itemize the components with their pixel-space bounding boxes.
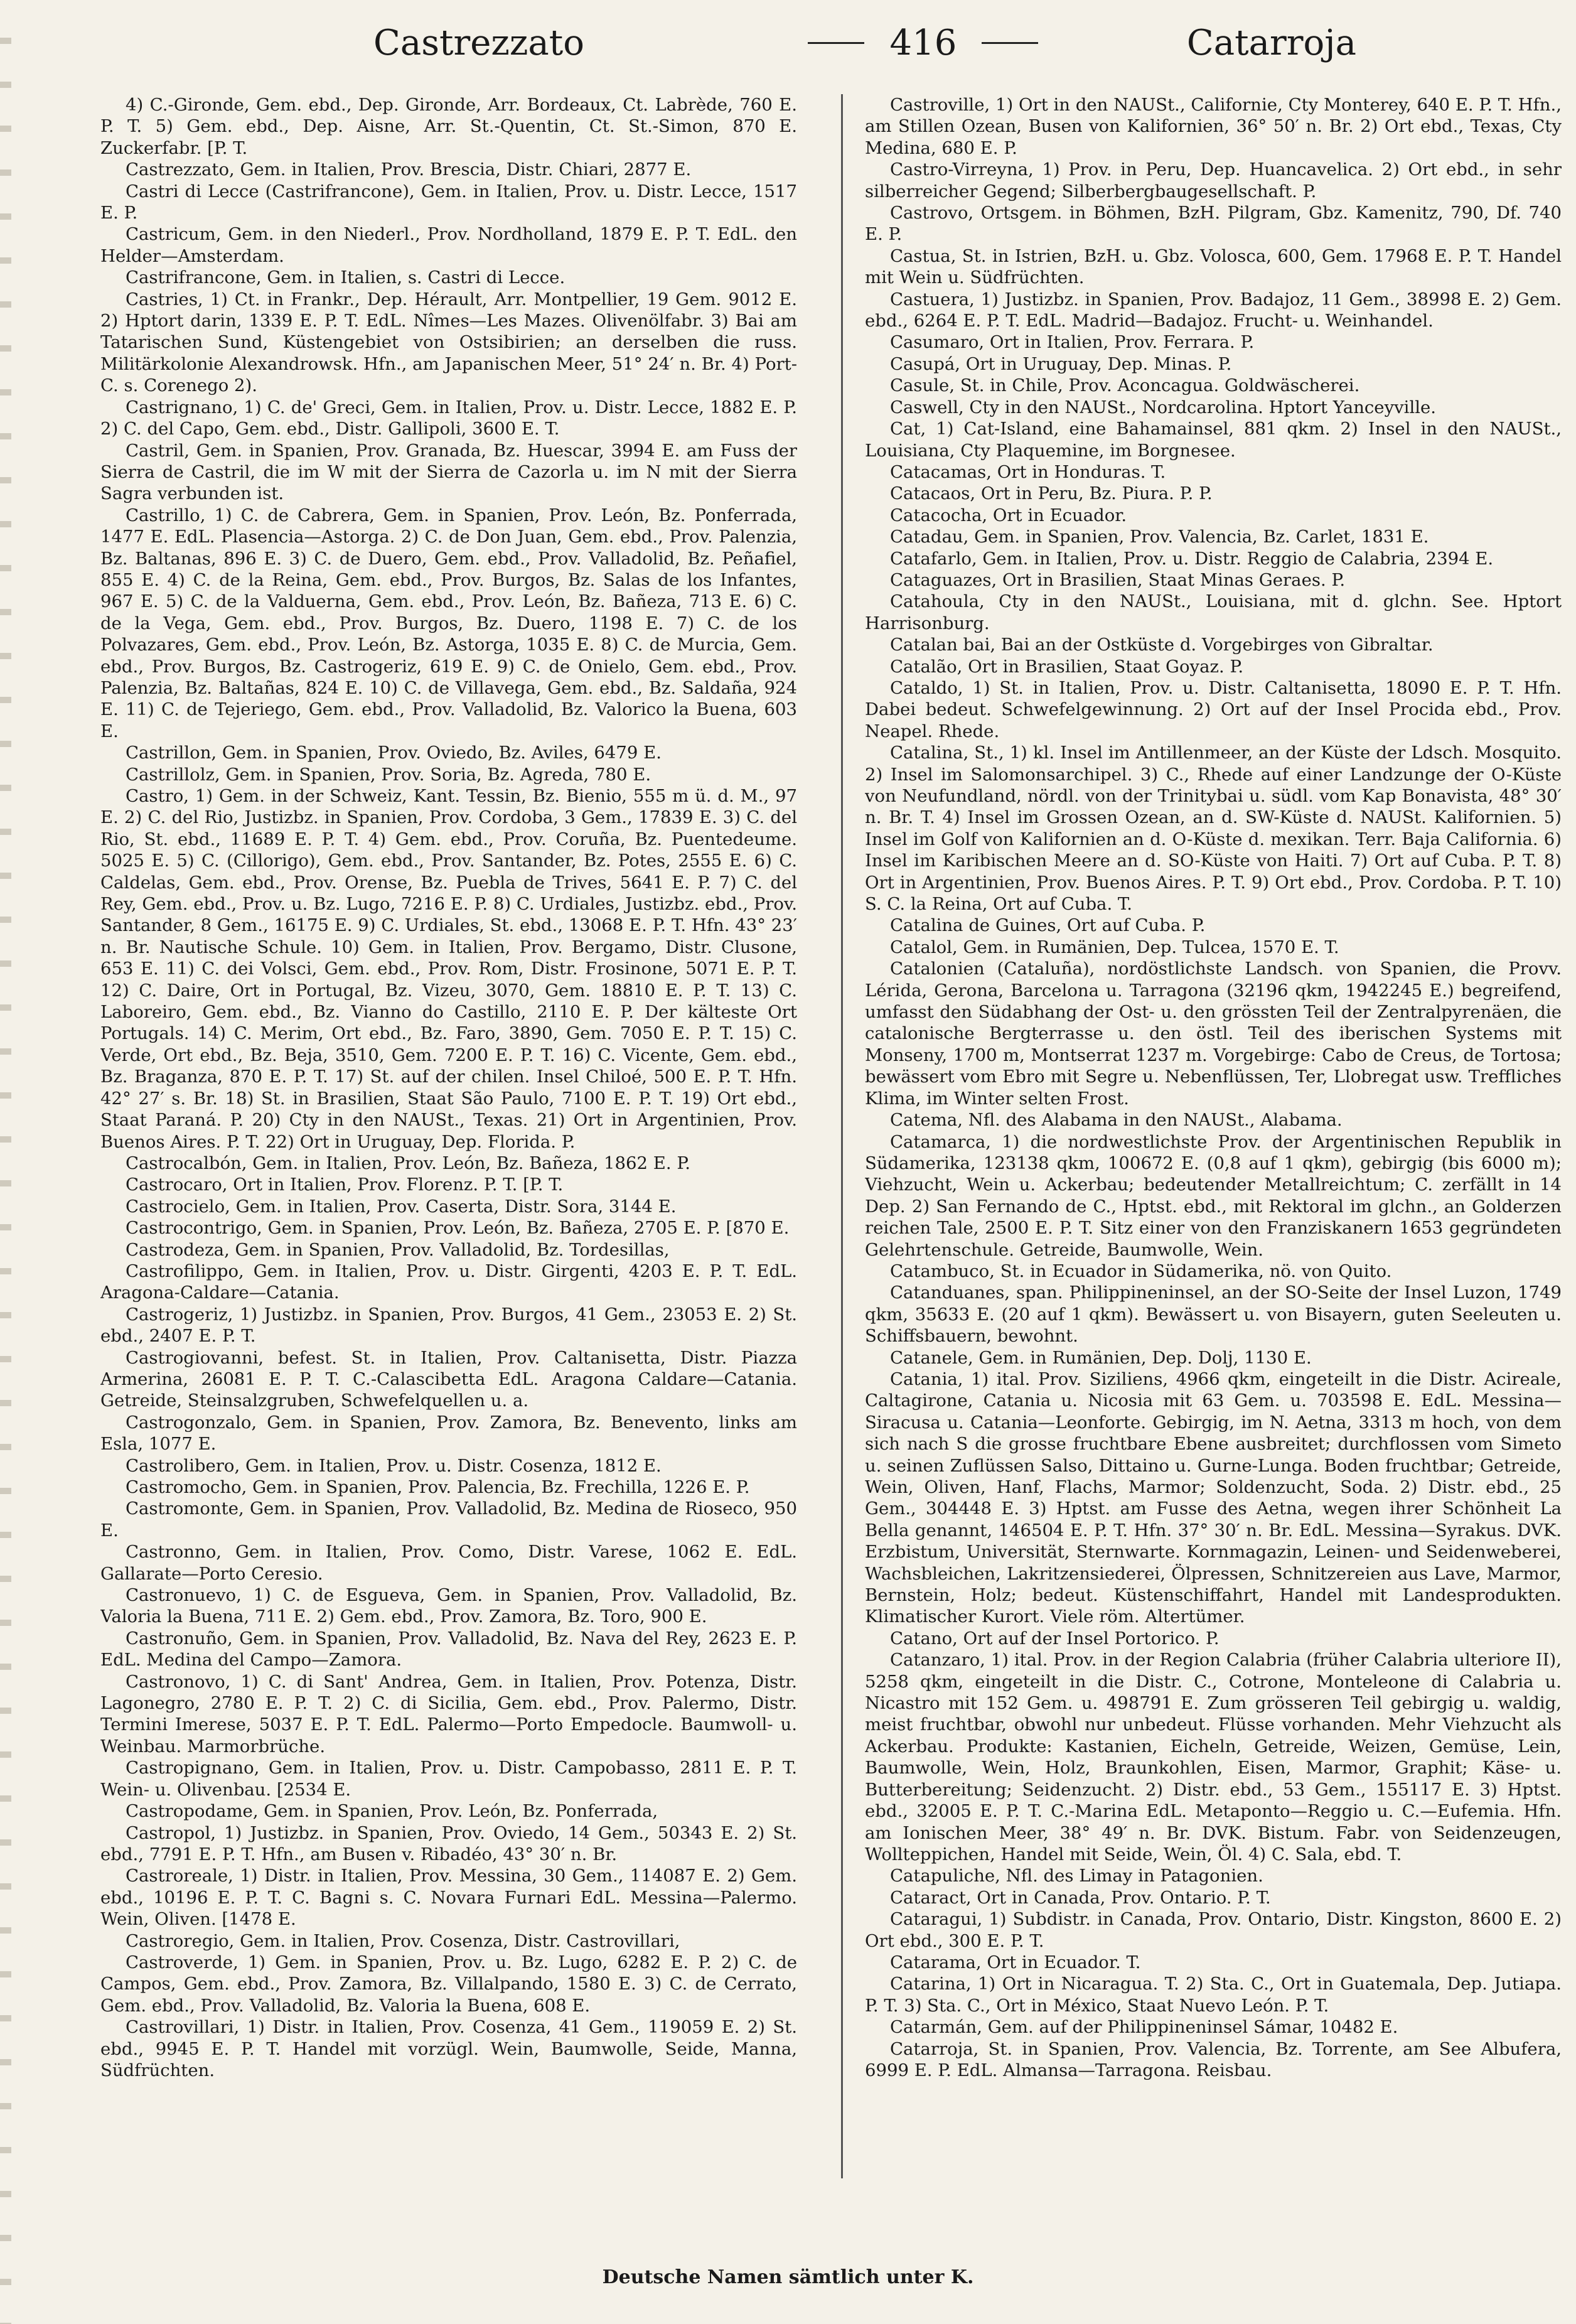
dictionary-entry: Castropodame, Gem. in Spanien, Prov. León, Bz. Ponferrada, (126, 1801, 658, 1822)
dictionary-entry: Castro, 1) Gem. in der Schweiz, Kant. Tessin, Bz. Bienio, 555 m ü. d. M., 97 E. 2) C. del Rio, Justizbz. in Spanien, Prov. Cordoba, 3 Gem., 17839 E. 3) C. del Rio, St. ebd., 11689 E. P. T. 4) Gem. ebd., Prov. Coruña, Bz. Puentedeume. 5025 E. 5) C. (Cillorigo), Gem. ebd., Prov. Santander, Bz. Potes, 2555 E. 6) C. Caldelas, Gem. ebd., Prov. Orense, Bz. Puebla de Trives, 5641 E. P. 7) C. del Rey, Gem. ebd., Prov. u. Bz. Lugo, 7216 E. P. 8) C. Urdiales, Justizbz. ebd., Prov. Santander, 8 Gem., 16175 E. 9) C. Urdiales, St. ebd., 13068 E. P. T. Hfn. 43° 23′ n. Br. Nautische Schule. 10) Gem. in Italien, Prov. Bergamo, Distr. Clusone, 653 E. 11) C. dei Volsci, Gem. ebd., Prov. Rom, Distr. Frosinone, 5071 E. P. T. 12) C. Daire, Ort in Portugal, Bz. Vizeu, 3070, Gem. 18810 E. P. T. 13) C. Laboreiro, Gem. ebd., Bz. Vianno do Castillo, 2110 E. P. Der kälteste Ort Portugals. 14) C. Merim, Ort ebd., Bz. Faro, 3890, Gem. 7050 E. P. T. 15) C. Verde, Ort ebd., Bz. Beja, 3510, Gem. 7200 E. P. T. 16) C. Vicente, Gem. ebd., Bz. Braganza, 870 E. P. T. 17) St. auf der chilen. Insel Chiloé, 500 E. P. T. Hfn. 42° 27′ s. Br. 18) St. in Brasilien, Staat São Paulo, 7100 E. P. T. 19) Ort ebd., Staat Paraná. P. 20) Cty in den NAUSt., Texas. 21) Ort in Argentinien, Prov. Buenos Aires. P. T. 22) Ort in Uruguay, Dep. Florida. P. (100, 786, 797, 1152)
binding-edge (0, 0, 11, 2324)
dictionary-entry: Castrofilippo, Gem. in Italien, Prov. u. Distr. Girgenti, 4203 E. P. T. EdL. Aragona-Caldare—Catania. (100, 1261, 797, 1303)
dictionary-entry: Castuera, 1) Justizbz. in Spanien, Prov. Badajoz, 11 Gem., 38998 E. 2) Gem. ebd., 6264 E. P. T. EdL. Madrid—Badajoz. Frucht- u. Weinhandel. (865, 289, 1562, 331)
dictionary-entry: Castronuevo, 1) C. de Esgueva, Gem. in Spanien, Prov. Valladolid, Bz. Valoria la Buena, 711 E. 2) Gem. ebd., Prov. Zamora, Bz. Toro, 900 E. (100, 1585, 797, 1627)
dictionary-entry: Castrocontrigo, Gem. in Spanien, Prov. León, Bz. Bañeza, 2705 E. P. [870 E. (126, 1218, 790, 1239)
dictionary-entry: Castrignano, 1) C. de' Greci, Gem. in Italien, Prov. u. Distr. Lecce, 1882 E. P. 2) C. del Capo, Gem. ebd., Distr. Gallipoli, 3600 E. T. (100, 397, 797, 439)
header-dash-left (808, 42, 864, 44)
dictionary-entry: Catanzaro, 1) ital. Prov. in der Region Calabria (früher Calabria ulteriore II), 5258 qkm, eingeteilt in die Distr. C., Cotrone, Monteleone di Calabria u. Nicastro mit 152 Gem. u. 498791 E. Zum grösseren Teil gebirgig u. waldig, meist fruchtbar, obwohl nur unbedeut. Flüsse vorhanden. Mehr Viehzucht als Ackerbau. Produkte: Kastanien, Eicheln, Getreide, Weizen, Gemüse, Lein, Baumwolle, Wein, Holz, Braunkohlen, Eisen, Marmor, Graphit; Käse- u. Butterbereitung; Seidenzucht. 2) Distr. ebd., 53 Gem., 155117 E. 3) Hptst. ebd., 32005 E. P. T. C.-Marina EdL. Metaponto—Reggio u. C.—Eufemia. Hfn. am Ionischen Meer, 38° 49′ n. Br. DVK. Bistum. Fabr. von Seidenzeugen, Wollteppichen, Handel mit Seide, Wein, Öl. 4) C. Sala, ebd. T. (865, 1650, 1562, 1864)
dictionary-entry: Catalina de Guines, Ort auf Cuba. P. (890, 915, 1206, 936)
left-column (100, 94, 797, 2185)
dictionary-entry: Cataragui, 1) Subdistr. in Canada, Prov. Ontario, Distr. Kingston, 8600 E. 2) Ort ebd., 300 E. P. T. (865, 1909, 1562, 1951)
dictionary-entry: Catahoula, Cty in den NAUSt., Louisiana, mit d. glchn. See. Hptort Harrisonburg. (865, 591, 1562, 633)
dictionary-entry: Cataldo, 1) St. in Italien, Prov. u. Distr. Caltanisetta, 18090 E. P. T. Hfn. Dabei bedeut. Schwefelgewinnung. 2) Ort auf der Insel Procida ebd., Prov. Neapel. Rhede. (865, 677, 1562, 741)
dictionary-entry: Castroville, 1) Ort in den NAUSt., Californie, Cty Monterey, 640 E. P. T. Hfn., am Stillen Ozean, Busen von Kalifornien, 36° 50′ n. Br. 2) Ort ebd., Texas, Cty Medina, 680 E. P. (865, 95, 1562, 158)
dictionary-entry: Catarama, Ort in Ecuador. T. (890, 1952, 1141, 1972)
header-last-entry: Catarroja (1186, 22, 1356, 63)
dictionary-entry: Catalol, Gem. in Rumänien, Dep. Tulcea, 1570 E. T. (890, 937, 1339, 957)
dictionary-entry: Castroreale, 1) Distr. in Italien, Prov. Messina, 30 Gem., 114087 E. 2) Gem. ebd., 10196 E. P. T. C. Bagni s. C. Novara Furnari EdL. Messina—Palermo. Wein, Oliven. [1478 E. (100, 1866, 797, 1930)
dictionary-entry: Castronno, Gem. in Italien, Prov. Como, Distr. Varese, 1062 E. EdL. Gallarate—Porto Ceresio. (100, 1542, 797, 1584)
dictionary-entry: Catarina, 1) Ort in Nicaragua. T. 2) Sta. C., Ort in Guatemala, Dep. Jutiapa. P. T. 3) Sta. C., Ort in México, Staat Nuevo León. P. T. (865, 1974, 1562, 2016)
dictionary-entry: Castua, St. in Istrien, BzH. u. Gbz. Volosca, 600, Gem. 17968 E. P. T. Handel mit Wein u. Südfrüchten. (865, 245, 1562, 288)
dictionary-entry: Catapuliche, Nfl. des Limay in Patagonien. (890, 1866, 1263, 1886)
dictionary-entry: Castrillolz, Gem. in Spanien, Prov. Soria, Bz. Agreda, 780 E. (126, 764, 651, 785)
dictionary-entry: Catarmán, Gem. auf der Philippineninsel Sámar, 10482 E. (890, 2017, 1398, 2038)
dictionary-entry: Casule, St. in Chile, Prov. Aconcagua. Goldwäscherei. (890, 375, 1360, 396)
dictionary-entry: Castrezzato, Gem. in Italien, Prov. Brescia, Distr. Chiari, 2877 E. (126, 159, 692, 180)
dictionary-entry: Castronovo, 1) C. di Sant' Andrea, Gem. in Italien, Prov. Potenza, Distr. Lagonegro, 2780 E. P. T. 2) C. di Sicilia, Gem. ebd., Prov. Palermo, Distr. Termini Imerese, 5037 E. P. T. EdL. Palermo—Porto Empedocle. Baumwoll- u. Weinbau. Marmorbrüche. (100, 1671, 797, 1756)
dictionary-entry: Catalão, Ort in Brasilien, Staat Goyaz. P. (890, 656, 1244, 677)
dictionary-entry: Castrovo, Ortsgem. in Böhmen, BzH. Pilgram, Gbz. Kamenitz, 790, Df. 740 E. P. (865, 203, 1562, 245)
dictionary-entry: Castrocaro, Ort in Italien, Prov. Florenz. P. T. [P. T. (126, 1175, 564, 1195)
dictionary-entry: Castropol, 1) Justizbz. in Spanien, Prov. Oviedo, 14 Gem., 50343 E. 2) St. ebd., 7791 E. P. T. Hfn., am Busen v. Ribadéo, 43° 30′ n. Br. (100, 1822, 797, 1864)
dictionary-entry: Castrodeza, Gem. in Spanien, Prov. Valladolid, Bz. Tordesillas, (126, 1239, 670, 1260)
dictionary-entry: Caswell, Cty in den NAUSt., Nordcarolina. Hptort Yanceyville. (890, 397, 1437, 417)
header-first-entry: Castrezzato (373, 22, 584, 63)
columns (100, 94, 1563, 2185)
dictionary-entry: Catamarca, 1) die nordwestlichste Prov. der Argentinischen Republik in Südamerika, 123138 qkm, 100672 E. (0,8 auf 1 qkm), gebirgig (bis 6000 m); Viehzucht, Wein u. Ackerbau; bedeutender Metallreichtum; C. zerfällt in 14 Dep. 2) San Fernando de C., Hptst. ebd., mit Rektoral im glchn., an Golderzen reichen Tale, 2500 E. P. T. Sitz einer von den Franziskanern 1653 gegründeten Gelehrtenschule. Getreide, Baumwolle, Wein. (865, 1131, 1562, 1260)
dictionary-entry: Catarroja, St. in Spanien, Prov. Valencia, Bz. Torrente, am See Albufera, 6999 E. P. EdL. Almansa—Tarragona. Reisbau. (865, 2038, 1562, 2080)
dictionary-entry: Castromonte, Gem. in Spanien, Prov. Valladolid, Bz. Medina de Rioseco, 950 E. (100, 1498, 797, 1541)
dictionary-entry: Catalan bai, Bai an der Ostküste d. Vorgebirges von Gibraltar. (890, 635, 1434, 655)
dictionary-entry: Castrocielo, Gem. in Italien, Prov. Caserta, Distr. Sora, 3144 E. (126, 1196, 677, 1217)
dictionary-entry: Cataguazes, Ort in Brasilien, Staat Minas Geraes. P. (890, 569, 1346, 590)
header-dash-right (982, 42, 1038, 44)
dictionary-entry: Catema, Nfl. des Alabama in den NAUSt., Alabama. (890, 1110, 1343, 1131)
page-footer: Deutsche Namen sämtlich unter K. (602, 2266, 974, 2288)
dictionary-entry: Castrovillari, 1) Distr. in Italien, Prov. Cosenza, 41 Gem., 119059 E. 2) St. ebd., 9945 E. P. T. Handel mit vorzügl. Wein, Baumwolle, Seide, Manna, Südfrüchten. (100, 2017, 797, 2080)
dictionary-entry: Catano, Ort auf der Insel Portorico. P. (890, 1628, 1220, 1649)
dictionary-entry: Castromocho, Gem. in Spanien, Prov. Palencia, Bz. Frechilla, 1226 E. P. (126, 1477, 750, 1497)
dictionary-entry: Castro-Virreyna, 1) Prov. in Peru, Dep. Huancavelica. 2) Ort ebd., in sehr silberreicher Gegend; Silberbergbaugesellschaft. P. (865, 159, 1562, 202)
dictionary-entry: Castrocalbón, Gem. in Italien, Prov. León, Bz. Bañeza, 1862 E. P. (126, 1153, 691, 1173)
dictionary-entry: Catania, 1) ital. Prov. Siziliens, 4966 qkm, eingeteilt in die Distr. Acireale, Caltagirone, Catania u. Nicosia mit 63 Gem. u. 703598 E. EdL. Messina—Siracusa u. Catania—Leonforte. Gebirgig, im N. Aetna, 3313 m hoch, von dem sich nach S die grosse fruchtbare Ebene ausbreitet; durchflossen vom Simeto u. seinen Zuflüssen Salso, Dittaino u. Gurne-Lunga. Boden fruchtbar; Getreide, Wein, Oliven, Hanf, Flachs, Marmor; Soldenzucht, Soda. 2) Distr. ebd., 25 Gem., 304448 E. 3) Hptst. am Fusse des Aetna, wegen ihrer Schönheit La Bella genannt, 146504 E. P. T. Hfn. 37° 30′ n. Br. EdL. Messina—Syrakus. DVK. Erzbistum, Universität, Sternwarte. Kornmagazin, Leinen- und Seidenweberei, Wachsbleichen, Lakritzensiederei, Ölpressen, Schnitzereien aus Lave, Marmor, Bernstein, Holz; bedeut. Küstenschiffahrt, Handel mit Landesprodukten. Klimatischer Kurort. Viele röm. Altertümer. (865, 1369, 1562, 1627)
dictionary-entry: Casupá, Ort in Uruguay, Dep. Minas. P. (890, 353, 1232, 374)
dictionary-entry: Castrillo, 1) C. de Cabrera, Gem. in Spanien, Prov. León, Bz. Ponferrada, 1477 E. EdL. Plasencia—Astorga. 2) C. de Don Juan, Gem. ebd., Prov. Palenzia, Bz. Baltanas, 896 E. 3) C. de Duero, Gem. ebd., Prov. Valladolid, Bz. Peñafiel, 855 E. 4) C. de la Reina, Gem. ebd., Prov. Burgos, Bz. Salas de los Infantes, 967 E. 5) C. de la Valduerna, Gem. ebd., Prov. León, Bz. Bañeza, 713 E. 6) C. de la Vega, Gem. ebd., Prov. Burgos, Bz. Duero, 1198 E. 7) C. de los Polvazares, Gem. ebd., Prov. León, Bz. Astorga, 1035 E. 8) C. de Murcia, Gem. ebd., Prov. Burgos, Bz. Castrogeriz, 619 E. 9) C. de Onielo, Gem. ebd., Prov. Palenzia, Bz. Baltañas, 824 E. 10) C. de Villavega, Gem. ebd., Bz. Saldaña, 924 E. 11) C. de Tejeriego, Gem. ebd., Prov. Valladolid, Bz. Valorico la Buena, 603 E. (100, 505, 797, 741)
header-page-number-group (660, 23, 1187, 63)
dictionary-entry: Castri di Lecce (Castrifrancone), Gem. in Italien, Prov. u. Distr. Lecce, 1517 E. P. (100, 181, 797, 223)
dictionary-entry: Castrolibero, Gem. in Italien, Prov. u. Distr. Cosenza, 1812 E. (126, 1455, 662, 1476)
dictionary-entry: Catanele, Gem. in Rumänien, Dep. Dolj, 1130 E. (890, 1347, 1312, 1368)
dictionary-entry: 4) C.-Gironde, Gem. ebd., Dep. Gironde, Arr. Bordeaux, Ct. Labrède, 760 E. P. T. 5) Gem. ebd., Dep. Aisne, Arr. St.-Quentin, Ct. St.-Simon, 870 E. Zuckerfabr. [P. T. (100, 95, 797, 158)
dictionary-entry: Cat, 1) Cat-Island, eine Bahamainsel, 881 qkm. 2) Insel in den NAUSt., Louisiana, Cty Plaquemine, im Borgnesee. (865, 419, 1562, 461)
page-number: 416 (889, 22, 957, 63)
dictionary-entry: Castrifrancone, Gem. in Italien, s. Castri di Lecce. (126, 267, 566, 288)
dictionary-entry: Catadau, Gem. in Spanien, Prov. Valencia, Bz. Carlet, 1831 E. (890, 527, 1429, 547)
dictionary-entry: Castroverde, 1) Gem. in Spanien, Prov. u. Bz. Lugo, 6282 E. P. 2) C. de Campos, Gem. ebd., Prov. Zamora, Bz. Villalpando, 1580 E. 3) C. de Cerrato, Gem. ebd., Prov. Valladolid, Bz. Valoria la Buena, 608 E. (100, 1952, 797, 2016)
dictionary-entry: Cataract, Ort in Canada, Prov. Ontario. P. T. (890, 1887, 1271, 1908)
dictionary-entry: Castricum, Gem. in den Niederl., Prov. Nordholland, 1879 E. P. T. EdL. den Helder—Amsterdam. (100, 224, 797, 266)
dictionary-entry: Catalonien (Cataluña), nordöstlichste Landsch. von Spanien, die Provv. Lérida, Gerona, Barcelona u. Tarragona (32196 qkm, 1942245 E.) begreifend, umfasst den Südabhang der Ost- u. den grössten Teil der Zentralpyrenäen, die catalonische Bergterrasse u. den östl. Teil des iberischen Systems mit Monseny, 1700 m, Montserrat 1237 m. Vorgebirge: Cabo de Creus, de Tortosa; bewässert vom Ebro mit Segre u. Nebenflüssen, Ter, Llobregat usw. Treffliches Klima, im Winter selten Frost. (865, 959, 1562, 1109)
dictionary-entry: Castropignano, Gem. in Italien, Prov. u. Distr. Campobasso, 2811 E. P. T. Wein- u. Olivenbau. [2534 E. (100, 1758, 797, 1800)
dictionary-entry: Castroregio, Gem. in Italien, Prov. Cosenza, Distr. Castrovillari, (126, 1930, 680, 1951)
dictionary-entry: Catacamas, Ort in Honduras. T. (890, 461, 1166, 482)
dictionary-entry: Catambuco, St. in Ecuador in Südamerika, nö. von Quito. (890, 1261, 1392, 1281)
dictionary-entry: Castronuño, Gem. in Spanien, Prov. Valladolid, Bz. Nava del Rey, 2623 E. P. EdL. Medina del Campo—Zamora. (100, 1628, 797, 1670)
right-column (865, 94, 1562, 2185)
dictionary-entry: Castries, 1) Ct. in Frankr., Dep. Hérault, Arr. Montpellier, 19 Gem. 9012 E. 2) Hptort darin, 1339 E. P. T. EdL. Nîmes—Les Mazes. Olivenölfabr. 3) Bai am Tatarischen Sund, Küstengebiet von Ostsibirien; an derselben die russ. Militärkolonie Alexandrowsk. Hfn., am Japanischen Meer, 51° 24′ n. Br. 4) Port-C. s. Corenego 2). (100, 289, 797, 396)
dictionary-entry: Castrogeriz, 1) Justizbz. in Spanien, Prov. Burgos, 41 Gem., 23053 E. 2) St. ebd., 2407 E. P. T. (100, 1304, 797, 1347)
dictionary-entry: Catacaos, Ort in Peru, Bz. Piura. P. P. (890, 483, 1213, 504)
dictionary-entry: Castrogiovanni, befest. St. in Italien, Prov. Caltanisetta, Distr. Piazza Armerina, 26081 E. P. T. C.-Calascibetta EdL. Aragona Caldare—Catania. Getreide, Steinsalzgruben, Schwefelquellen u. a. (100, 1347, 797, 1411)
dictionary-entry: Catafarlo, Gem. in Italien, Prov. u. Distr. Reggio de Calabria, 2394 E. (890, 548, 1494, 569)
dictionary-entry: Casumaro, Ort in Italien, Prov. Ferrara. P. (890, 332, 1255, 353)
page-header (82, 18, 1538, 68)
dictionary-entry: Castril, Gem. in Spanien, Prov. Granada, Bz. Huescar, 3994 E. am Fuss der Sierra de Castril, die im W mit der Sierra de Cazorla u. im N mit der Sierra Sagra verbunden ist. (100, 440, 797, 504)
dictionary-entry: Castrillon, Gem. in Spanien, Prov. Oviedo, Bz. Aviles, 6479 E. (126, 743, 662, 763)
dictionary-entry: Catalina, St., 1) kl. Insel im Antillenmeer, an der Küste der Ldsch. Mosquito. 2) Insel im Salomonsarchipel. 3) C., Rhede auf einer Landzunge der O-Küste von Neufundland, nördl. von der Trinitybai u. südl. vom Kap Bonavista, 48° 30′ n. Br. T. 4) Insel im Grossen Ozean, an d. SW-Küste d. NAUSt. Kalifornien. 5) Insel im Golf von Kalifornien an d. O-Küste d. mexikan. Terr. Baja California. 6) Insel im Karibischen Meere an d. SO-Küste von Haiti. 7) Ort auf Cuba. P. T. 8) Ort in Argentinien, Prov. Buenos Aires. P. T. 9) Ort ebd., Prov. Cordoba. P. T. 10) S. C. la Reina, Ort auf Cuba. T. (865, 743, 1562, 915)
dictionary-entry: Catacocha, Ort in Ecuador. (890, 505, 1127, 525)
dictionary-entry: Catanduanes, span. Philippineninsel, an der SO-Seite der Insel Luzon, 1749 qkm, 35633 E. (20 auf 1 qkm). Bewässert u. von Bisayern, guten Seeleuten u. Schiffsbauern, bewohnt. (865, 1283, 1562, 1347)
dictionary-entry: Castrogonzalo, Gem. in Spanien, Prov. Zamora, Bz. Benevento, links am Esla, 1077 E. (100, 1412, 797, 1455)
